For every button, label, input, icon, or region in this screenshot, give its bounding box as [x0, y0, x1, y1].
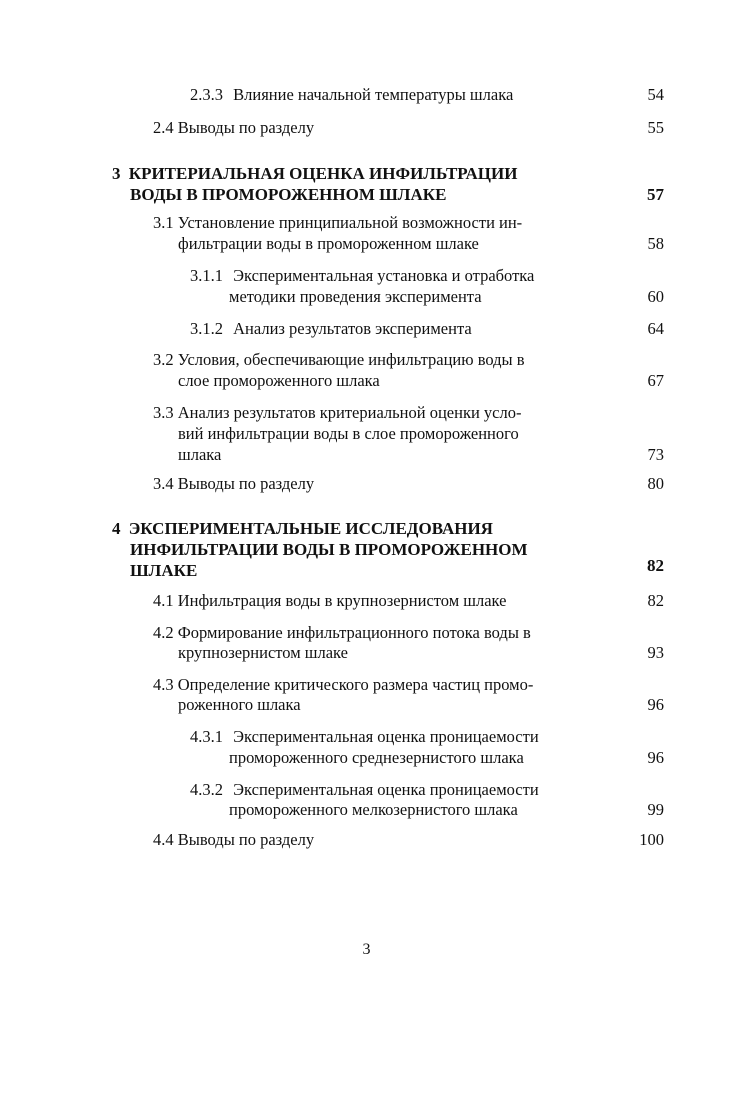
toc-entry-title-line1: Условия, обеспечивающие инфильтрацию воды в [177, 350, 525, 369]
toc-entry-3-1-1 [190, 266, 534, 286]
toc-page-number: 58 [647, 234, 664, 253]
toc-entry-3-2 [153, 350, 525, 370]
toc-entry-title-line1: Формирование инфильтрационного потока воды в [177, 623, 531, 642]
toc-entry-4-3 [153, 675, 533, 695]
toc-chapter-title-line2: ИНФИЛЬТРАЦИИ ВОДЫ В ПРОМОРОЖЕННОМ [130, 540, 528, 559]
toc-chapter-title-line2: ВОДЫ В ПРОМОРОЖЕННОМ ШЛАКЕ [130, 185, 447, 204]
toc-page-number: 55 [647, 118, 664, 137]
toc-page-number: 93 [647, 643, 664, 662]
toc-entry-title-line2: промороженного среднезернистого шлака [229, 748, 524, 767]
toc-entry-2-4 [153, 118, 314, 138]
toc-page-number: 80 [647, 474, 664, 493]
toc-chapter-number: 4 [112, 519, 121, 538]
toc-entry-title-line2: роженного шлака [178, 695, 301, 714]
toc-entry-title-line1: Анализ результатов критериальной оценки усло- [177, 403, 522, 422]
toc-chapter-title-line3: ШЛАКЕ [130, 561, 198, 580]
toc-entry-title: Выводы по разделу [177, 830, 315, 849]
toc-page-number: 99 [647, 800, 664, 819]
toc-entry-number: 4.2 [153, 623, 174, 642]
toc-entry-number: 4.3 [153, 675, 174, 694]
toc-entry-2-3-3 [190, 85, 513, 105]
toc-chapter-page-number: 57 [647, 185, 664, 204]
toc-chapter-number: 3 [112, 164, 121, 183]
toc-entry-number: 3.2 [153, 350, 174, 369]
toc-entry-title-line2: вий инфильтрации воды в слое промороженного [178, 424, 519, 443]
toc-chapter-page-number: 82 [647, 556, 664, 575]
toc-page-number: 64 [647, 319, 664, 338]
toc-entry-3-1 [153, 213, 522, 233]
toc-entry-number: 4.1 [153, 591, 174, 610]
toc-page-number: 100 [639, 830, 664, 849]
toc-chapter-3 [112, 163, 517, 184]
toc-entry-number: 2.4 [153, 118, 174, 137]
toc-entry-number: 4.3.2 [190, 780, 223, 799]
toc-entry-number: 4.4 [153, 830, 174, 849]
toc-page-number: 96 [647, 695, 664, 714]
toc-entry-4-2 [153, 623, 531, 643]
toc-entry-title: Влияние начальной температуры шлака [233, 85, 514, 104]
toc-entry-title-line2: фильтрации воды в промороженном шлаке [178, 234, 479, 253]
toc-entry-title-line1: Установление принципиальной возможности ин- [177, 213, 523, 232]
toc-entry-title: Выводы по разделу [177, 474, 315, 493]
toc-entry-title-line2: промороженного мелкозернистого шлака [229, 800, 518, 819]
toc-entry-number: 3.3 [153, 403, 174, 422]
toc-chapter-4 [112, 518, 493, 539]
toc-entry-title: Выводы по разделу [177, 118, 315, 137]
toc-entry-4-4 [153, 830, 314, 850]
toc-entry-number: 4.3.1 [190, 727, 223, 746]
toc-entry-title: Инфильтрация воды в крупнозернистом шлаке [177, 591, 507, 610]
toc-entry-title-line1: Экспериментальная установка и отработка [233, 266, 535, 285]
toc-page-number: 60 [647, 287, 664, 306]
toc-entry-number: 3.1 [153, 213, 174, 232]
toc-entry-title-line1: Экспериментальная оценка проницаемости [233, 780, 539, 799]
toc-page-number: 82 [647, 591, 664, 610]
toc-entry-4-3-1 [190, 727, 539, 747]
toc-page-number: 73 [647, 445, 664, 464]
toc-entry-title-line1: Экспериментальная оценка проницаемости [233, 727, 539, 746]
toc-chapter-title-line1: КРИТЕРИАЛЬНАЯ ОЦЕНКА ИНФИЛЬТРАЦИИ [128, 164, 518, 183]
toc-entry-title-line1: Определение критического размера частиц промо- [177, 675, 534, 694]
toc-page-number: 96 [647, 748, 664, 767]
toc-entry-4-3-2 [190, 780, 539, 800]
toc-entry-3-4 [153, 474, 314, 494]
toc-entry-title-line3: шлака [178, 445, 222, 464]
toc-entry-4-1 [153, 591, 506, 611]
toc-entry-number: 3.4 [153, 474, 174, 493]
toc-entry-3-1-2 [190, 319, 472, 339]
toc-entry-title-line2: крупнозернистом шлаке [178, 643, 348, 662]
page-footer-number: 3 [362, 941, 371, 958]
toc-entry-number: 2.3.3 [190, 85, 223, 104]
toc-entry-title: Анализ результатов эксперимента [233, 319, 472, 338]
toc-page-number: 54 [647, 85, 664, 104]
toc-entry-title-line2: методики проведения эксперимента [229, 287, 482, 306]
toc-entry-number: 3.1.1 [190, 266, 223, 285]
toc-chapter-title-line1: ЭКСПЕРИМЕНТАЛЬНЫЕ ИССЛЕДОВАНИЯ [128, 519, 493, 538]
toc-entry-title-line2: слое промороженного шлака [178, 371, 380, 390]
toc-entry-number: 3.1.2 [190, 319, 223, 338]
toc-entry-3-3 [153, 403, 521, 423]
toc-page-number: 67 [647, 371, 664, 390]
